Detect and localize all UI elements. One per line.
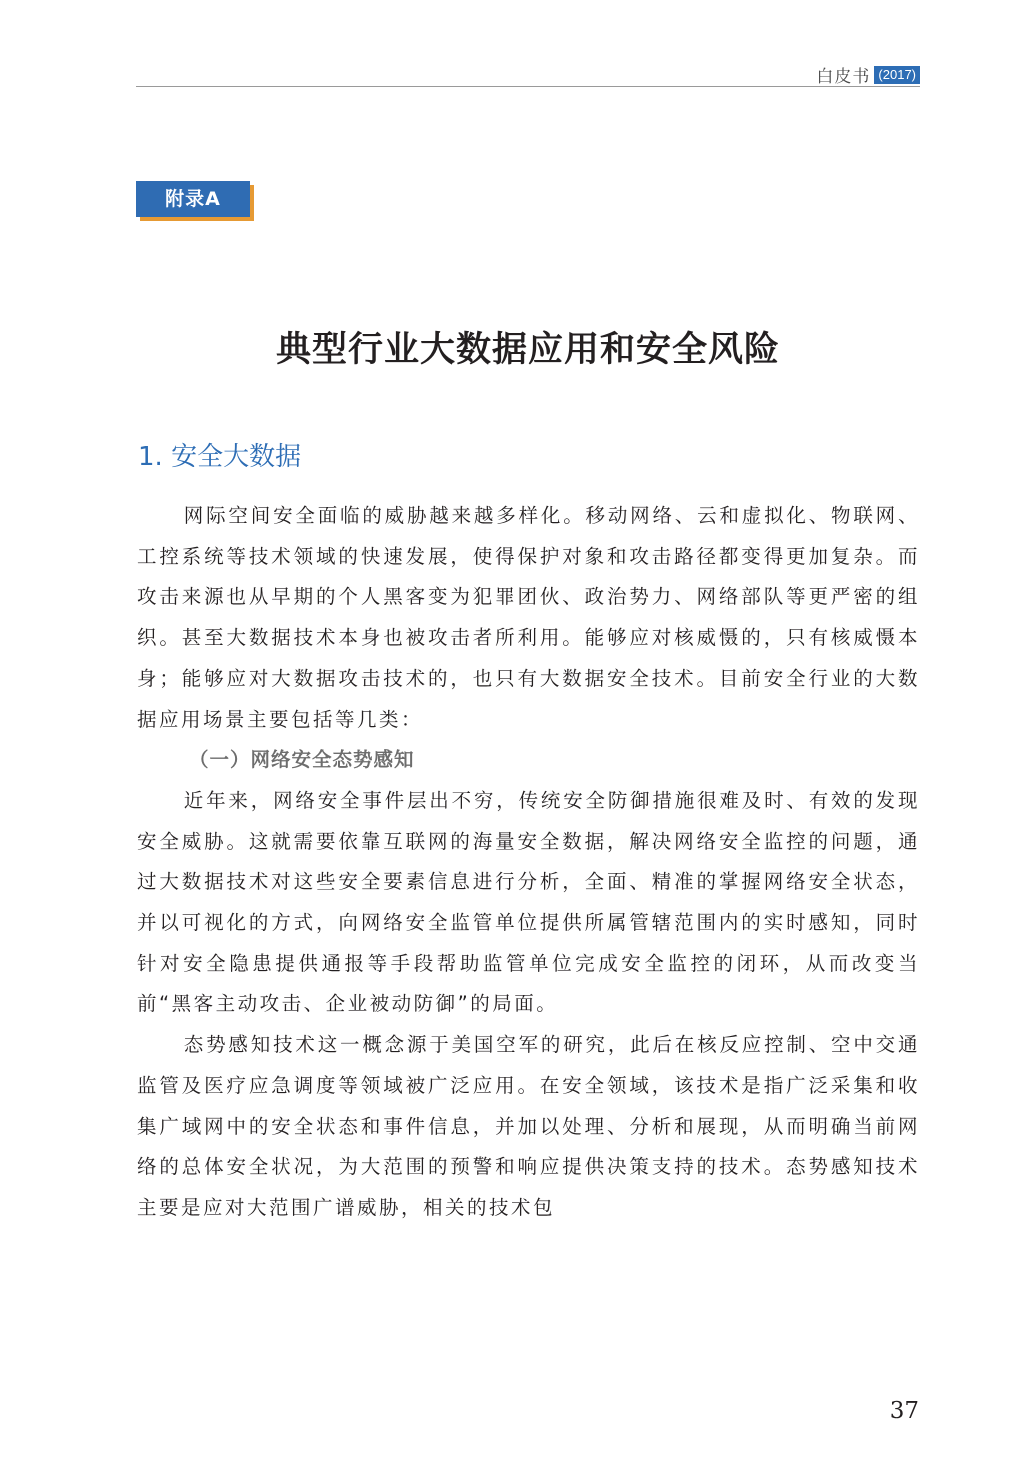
page-number: 37 [889,1398,919,1424]
paragraph-2: 近年来，网络安全事件层出不穷，传统安全防御措施很难及时、有效的发现安全威胁。这就需要依靠互联网的海量安全数据，解决网络安全监控的问题，通过大数据技术对这些安全要素信息进行分析，全面、精准的掌握网络安全状态，并以可视化的方式，向网络安全监管单位提供所属管辖范围内的实时感知，同时针对安全隐患提供通报等手段帮助监管单位完成安全监控的闭环，从而改变当前“黑客主动攻击、企业被动防御”的局面。 [137,788,920,1016]
header-year-badge: (2017) [874,66,920,84]
paragraph-3: 态势感知技术这一概念源于美国空军的研究，此后在核反应控制、空中交通监管及医疗应急调度等领域被广泛应用。在安全领域，该技术是指广泛采集和收集广域网中的安全状态和事件信息，并加以处理、分析和展现，从而明确当前网络的总体安全状况，为大范围的预警和响应提供决策支持的技术。态势感知技术主要是应对大范围广谱威胁，相关的技术包 [137,1033,920,1219]
page-title: 典型行业大数据应用和安全风险 [275,329,780,370]
body-text [137,496,920,1229]
section-heading: 1. 安全大数据 [138,442,302,472]
header-text [816,62,920,87]
appendix-label: 附录A [136,181,250,217]
paragraph-1: 网际空间安全面临的威胁越来越多样化。移动网络、云和虚拟化、物联网、工控系统等技术领域的快速发展，使得保护对象和攻击路径都变得更加复杂。而攻击来源也从早期的个人黑客变为犯罪团伙、政治势力、网络部队等更严密的组织。甚至大数据技术本身也被攻击者所利用。能够应对核威慑的，只有核威慑本身；能够应对大数据攻击技术的，也只有大数据安全技术。目前安全行业的大数据应用场景主要包括等几类： [137,504,920,731]
subheading: （一）网络安全态势感知 [189,748,415,772]
header-title: 白皮书 [816,67,871,87]
running-header [136,58,920,87]
